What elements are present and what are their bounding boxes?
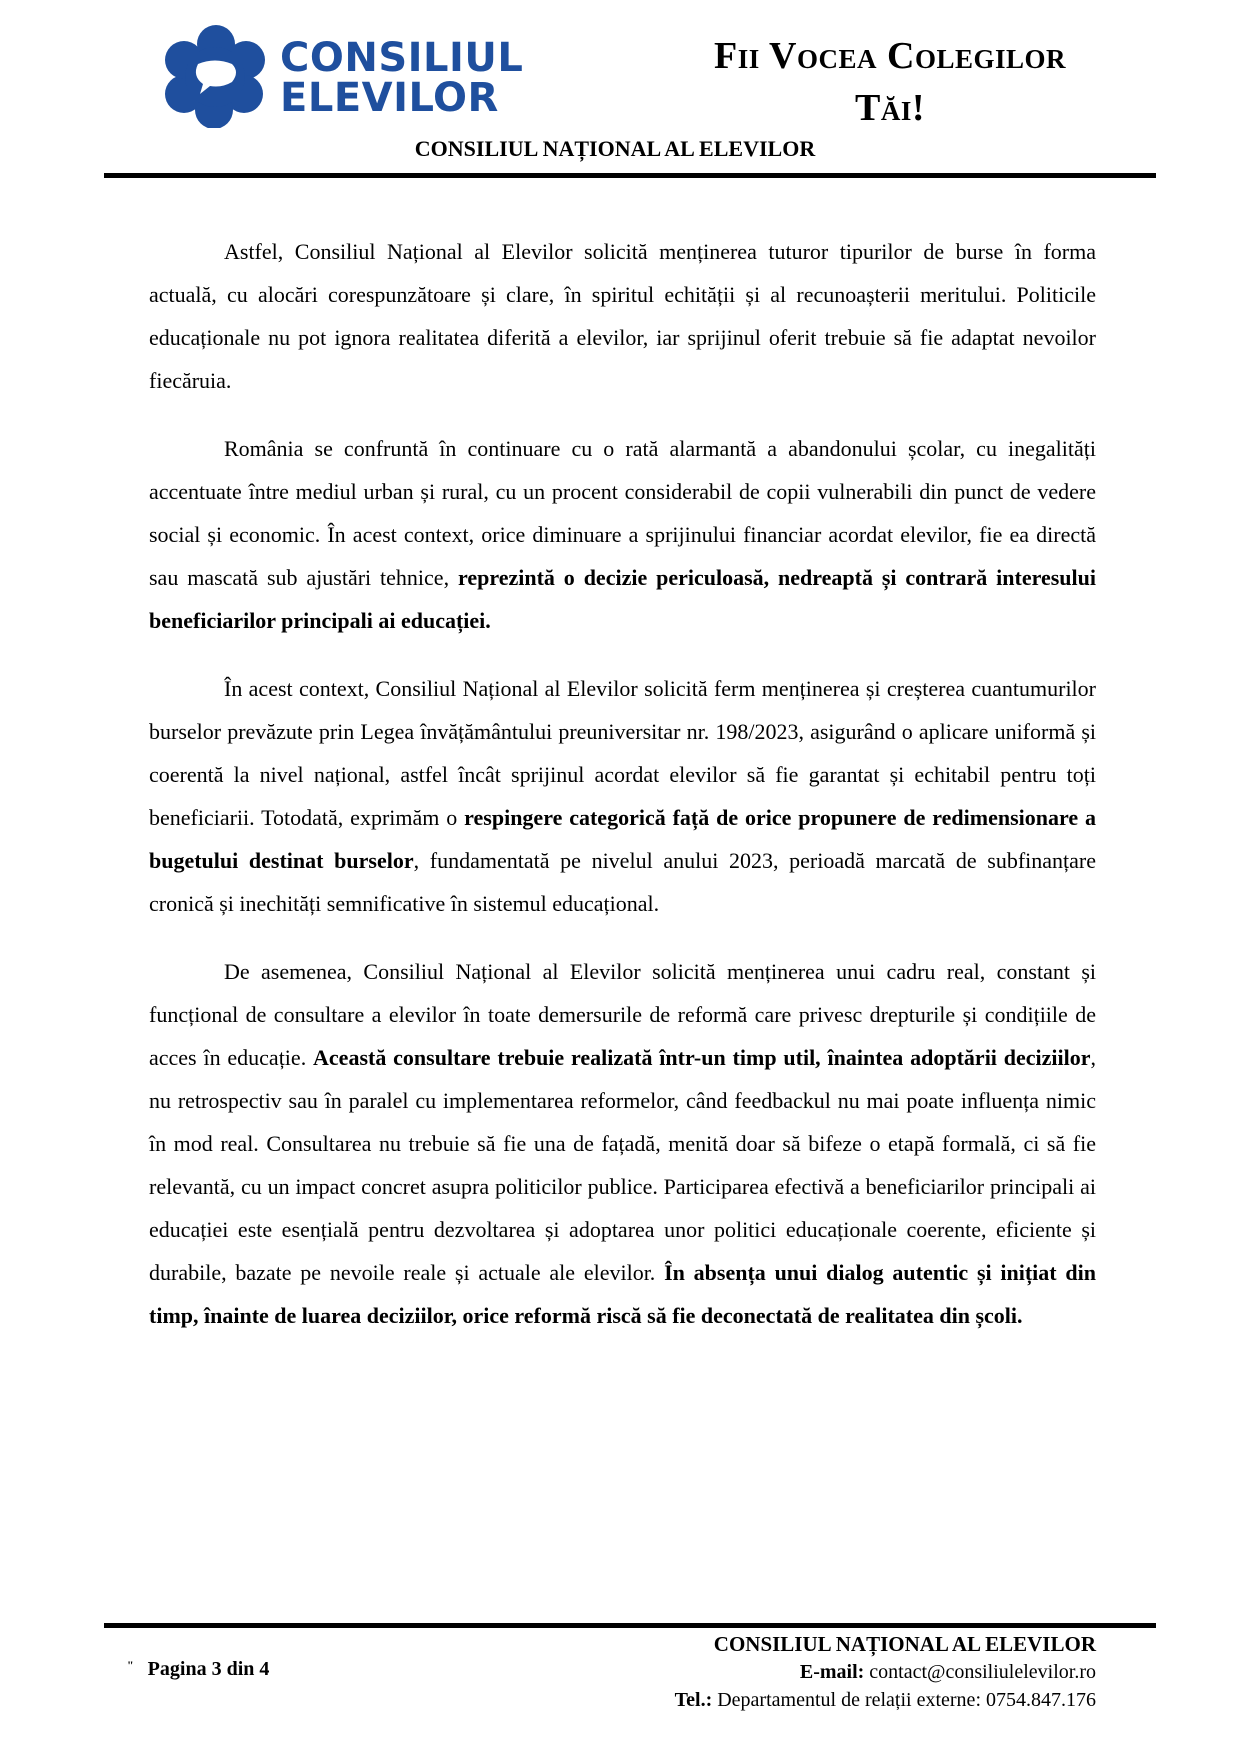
page-number (127, 1658, 269, 1681)
footer-email (675, 1658, 1096, 1686)
footer-divider (104, 1623, 1156, 1628)
paragraph-3-text-1: În acest context, Consiliul Național al Elevilor solicită ferm menținerea și creșterea cuantumurilor burselor prevăzute prin Legea învățământului preuniversitar nr. 198/2023, asigurând o aplicare uniformă și coerentă la nivel național, astfel încât sprijinul acordat elevilor să fie garantat și echitabil pentru toți beneficiarii. Totodată, exprimăm o (149, 676, 1096, 830)
paragraph-4-text-1: De asemenea, Consiliul Național al Elevilor solicită menținerea unui cadru real, constant și funcțional de consultare a elevilor în toate demersurile de reformă care privesc drepturile și condițiile de acces în educație. (149, 959, 1096, 1070)
paragraph-4 (149, 950, 1096, 1337)
phone-label: Tel.: (674, 1689, 713, 1711)
flower-speech-icon (160, 24, 272, 128)
footer-phone (675, 1686, 1096, 1714)
footer-organization: CONSILIUL NAȚIONAL AL ELEVILOR (713, 1632, 1096, 1656)
paragraph-2-bold: reprezintă o decizie periculoasă, nedreaptă și contrară interesului beneficiarilor principali ai educației. (149, 565, 1096, 633)
paragraph-4-bold-1: Această consultare trebuie realizată într-un timp util, înaintea adoptării deciziilor (313, 1045, 1091, 1070)
page-number-text: Pagina 3 din 4 (147, 1658, 270, 1680)
document-body (149, 230, 1096, 1362)
paragraph-4-text-2: , nu retrospectiv sau în paralel cu implementarea reformelor, când feedbackul nu mai poate influența nimic în mod real. Consultarea nu trebuie să fie una de fațadă, menită doar să bifeze o etapă formală, ci să fie relevantă, cu un impact concret asupra politicilor publice. Participarea efectivă a beneficiarilor principali ai educației este esențială pentru dezvoltarea și adoptarea unor politici educaționale coerente, eficiente și durabile, bazate pe nevoile reale și actuale ale elevilor. (149, 1045, 1096, 1285)
header-divider (104, 173, 1156, 178)
paragraph-1 (149, 230, 1096, 402)
phone-value: Departamentul de relații externe: 0754.847.176 (712, 1689, 1096, 1711)
logo-text (280, 35, 524, 121)
paragraph-3-text-2: , fundamentată pe nivelul anului 2023, perioadă marcată de subfinanțare cronică și inechități semnificative în sistemul educațional. (149, 848, 1096, 916)
paragraph-3 (149, 667, 1096, 925)
paragraph-2 (149, 427, 1096, 642)
email-value[interactable]: contact@consiliulelevilor.ro (864, 1661, 1096, 1683)
slogan-line-1: Fii Vocea Colegilor (714, 35, 1066, 77)
email-label: E-mail: (799, 1661, 865, 1683)
paragraph-3-bold: respingere categorică față de orice propunere de redimensionare a bugetului destinat burselor (149, 805, 1096, 873)
slogan (650, 30, 1130, 134)
logo-line-2: ELEVILOR (280, 75, 499, 121)
paragraph-1-text: Astfel, Consiliul Național al Elevilor solicită menținerea tuturor tipurilor de burse în forma actuală, cu alocări corespunzătoare și clare, în spiritul echității și al recunoașterii meritului. Politicile educaționale nu pot ignora realitatea diferită a elevilor, iar sprijinul oferit trebuie să fie adaptat nevoilor fiecăruia. (149, 239, 1096, 393)
footer-mark: " (127, 1658, 134, 1672)
footer-contact (675, 1630, 1096, 1714)
logo (160, 24, 524, 128)
header-organization: CONSILIUL NAȚIONAL AL ELEVILOR (414, 136, 816, 161)
slogan-line-2: Tăi! (854, 87, 925, 129)
paragraph-2-text: România se confruntă în continuare cu o rată alarmantă a abandonului școlar, cu inegalități accentuate între mediul urban și rural, cu un procent considerabil de copii vulnerabili din punct de vedere social și economic. În acest context, orice diminuare a sprijinului financiar acordat elevilor, fie ea directă sau mascată sub ajustări tehnice, (149, 436, 1096, 590)
paragraph-4-bold-2: În absența unui dialog autentic și inițiat din timp, înainte de luarea deciziilor, orice reformă riscă să fie deconectată de realitatea din școli. (149, 1260, 1096, 1328)
logo-line-1: CONSILIUL (280, 35, 524, 81)
